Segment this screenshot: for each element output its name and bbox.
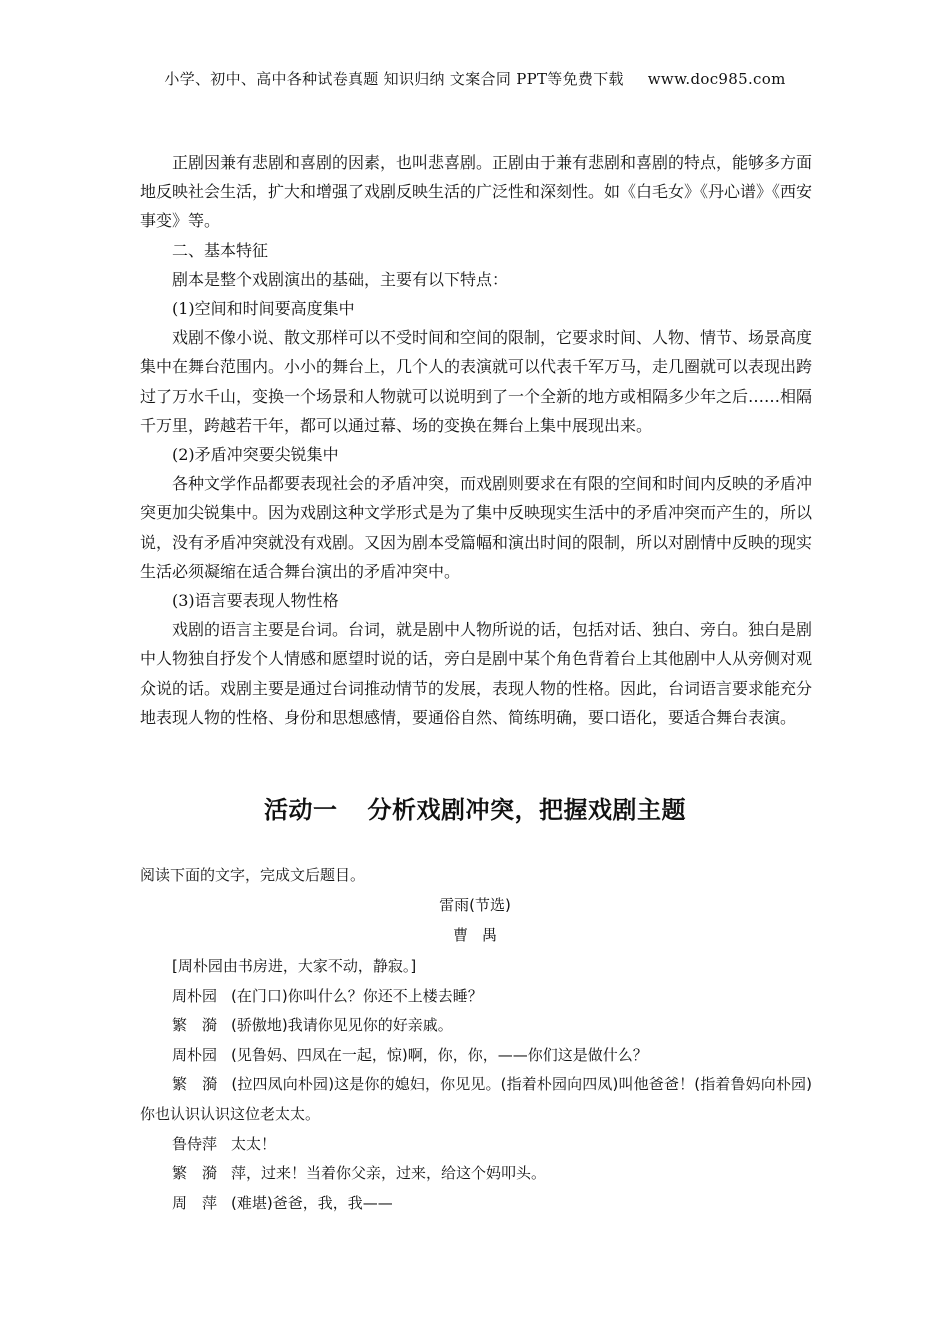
subheading-conflict: (2)矛盾冲突要尖锐集中 [172, 445, 339, 465]
script-line [140, 982, 812, 1012]
speaker: 繁 漪 [172, 1075, 218, 1094]
paragraph-conflict: 各种文学作品都要表现社会的矛盾冲突，而戏剧则要求在有限的空间和时间内反映的矛盾冲突更加尖锐集中。因为戏剧这种文学形式是为了集中反映现实生活中的矛盾冲突而产生的，所以说，没有矛盾冲突就没有戏剧。又因为剧本受篇幅和演出时间的限制，所以对剧情中反映的现实生活必须凝缩在适合舞台演出的矛盾冲突中。 [140, 474, 813, 581]
play-author: 曹禺 [452, 926, 511, 944]
reading-instruction: 阅读下面的文字，完成文后题目。 [140, 866, 366, 884]
speaker: 周朴园 [172, 1045, 218, 1064]
paragraph-space-time: 戏剧不像小说、散文那样可以不受时间和空间的限制，它要求时间、人物、情节、场景高度集中在舞台范围内。小小的舞台上，几个人的表演就可以代表千军万马，走几圈就可以表现出跨过了万水千山，变换一个场景和人物就可以说明到了一个全新的地方或相隔多少年之后……相隔千万里，跨越若干年，都可以通过幕、场的变换在舞台上集中展现出来。 [140, 328, 813, 435]
play-title: 雷雨(节选) [439, 896, 511, 914]
script-line [140, 1070, 812, 1129]
script-line [140, 1011, 812, 1041]
paragraph-language: 戏剧的语言主要是台词。台词，就是剧中人物所说的话，包括对话、独白、旁白。独白是剧中人物独自抒发个人情感和愿望时说的话，旁白是剧中某个角色背着台上其他剧中人从旁侧对观众说的话。戏剧主要是通过台词推动情节的发展，表现人物的性格。因此，台词语言要求能充分地表现人物的性格、身份和思想感情，要通俗自然、简练明确，要口语化，要适合舞台表演。 [140, 620, 813, 727]
script-line [140, 1130, 812, 1160]
activity-label: 活动一 [264, 796, 338, 824]
line-text: (骄傲地)我请你见见你的好亲戚。 [231, 1016, 453, 1035]
line-text: (难堪)爸爸，我，我—— [231, 1193, 393, 1212]
activity-heading [0, 790, 950, 825]
paragraph-drama-genre: 正剧因兼有悲剧和喜剧的因素，也叫悲喜剧。正剧由于兼有悲剧和喜剧的特点，能够多方面地反映社会生活，扩大和增强了戏剧反映生活的广泛性和深刻性。如《白毛女》《丹心谱》《西安事变》等。 [140, 153, 813, 231]
stage-direction: [周朴园由书房进，大家不动，静寂。] [172, 957, 417, 975]
line-text: (在门口)你叫什么？你还不上楼去睡？ [231, 986, 483, 1005]
script-line [140, 1041, 812, 1071]
page-header [0, 68, 950, 89]
activity-title: 分析戏剧冲突，把握戏剧主题 [367, 796, 686, 824]
paragraph-script-intro: 剧本是整个戏剧演出的基础，主要有以下特点： [172, 269, 509, 289]
speaker: 鲁侍萍 [172, 1134, 218, 1153]
subheading-space-time: (1)空间和时间要高度集中 [172, 299, 355, 319]
section-heading-basic-features: 二、基本特征 [172, 240, 269, 260]
header-site[interactable]: www.doc985.com [647, 70, 786, 88]
line-text: 太太！ [231, 1134, 277, 1153]
speaker: 繁 漪 [172, 1164, 218, 1183]
script-line [140, 1189, 812, 1219]
header-text: 小学、初中、高中各种试卷真题 知识归纳 文案合同 PPT等免费下载 [164, 70, 624, 88]
speaker: 繁 漪 [172, 1016, 218, 1035]
speaker: 周朴园 [172, 986, 218, 1005]
script-line [140, 1159, 812, 1189]
line-text: (拉四凤向朴园)这是你的媳妇，你见见。(指着朴园向四凤)叫他爸爸！(指着鲁妈向朴园)你也认识认识这位老太太。 [140, 1075, 812, 1123]
subheading-language: (3)语言要表现人物性格 [172, 591, 339, 611]
line-text: 萍，过来！当着你父亲，过来，给这个妈叩头。 [231, 1164, 547, 1183]
speaker: 周 萍 [172, 1193, 218, 1212]
play-script [140, 952, 812, 1218]
body-text [140, 148, 812, 732]
line-text: (见鲁妈、四凤在一起，惊)啊，你，你，——你们这是做什么？ [231, 1045, 648, 1064]
